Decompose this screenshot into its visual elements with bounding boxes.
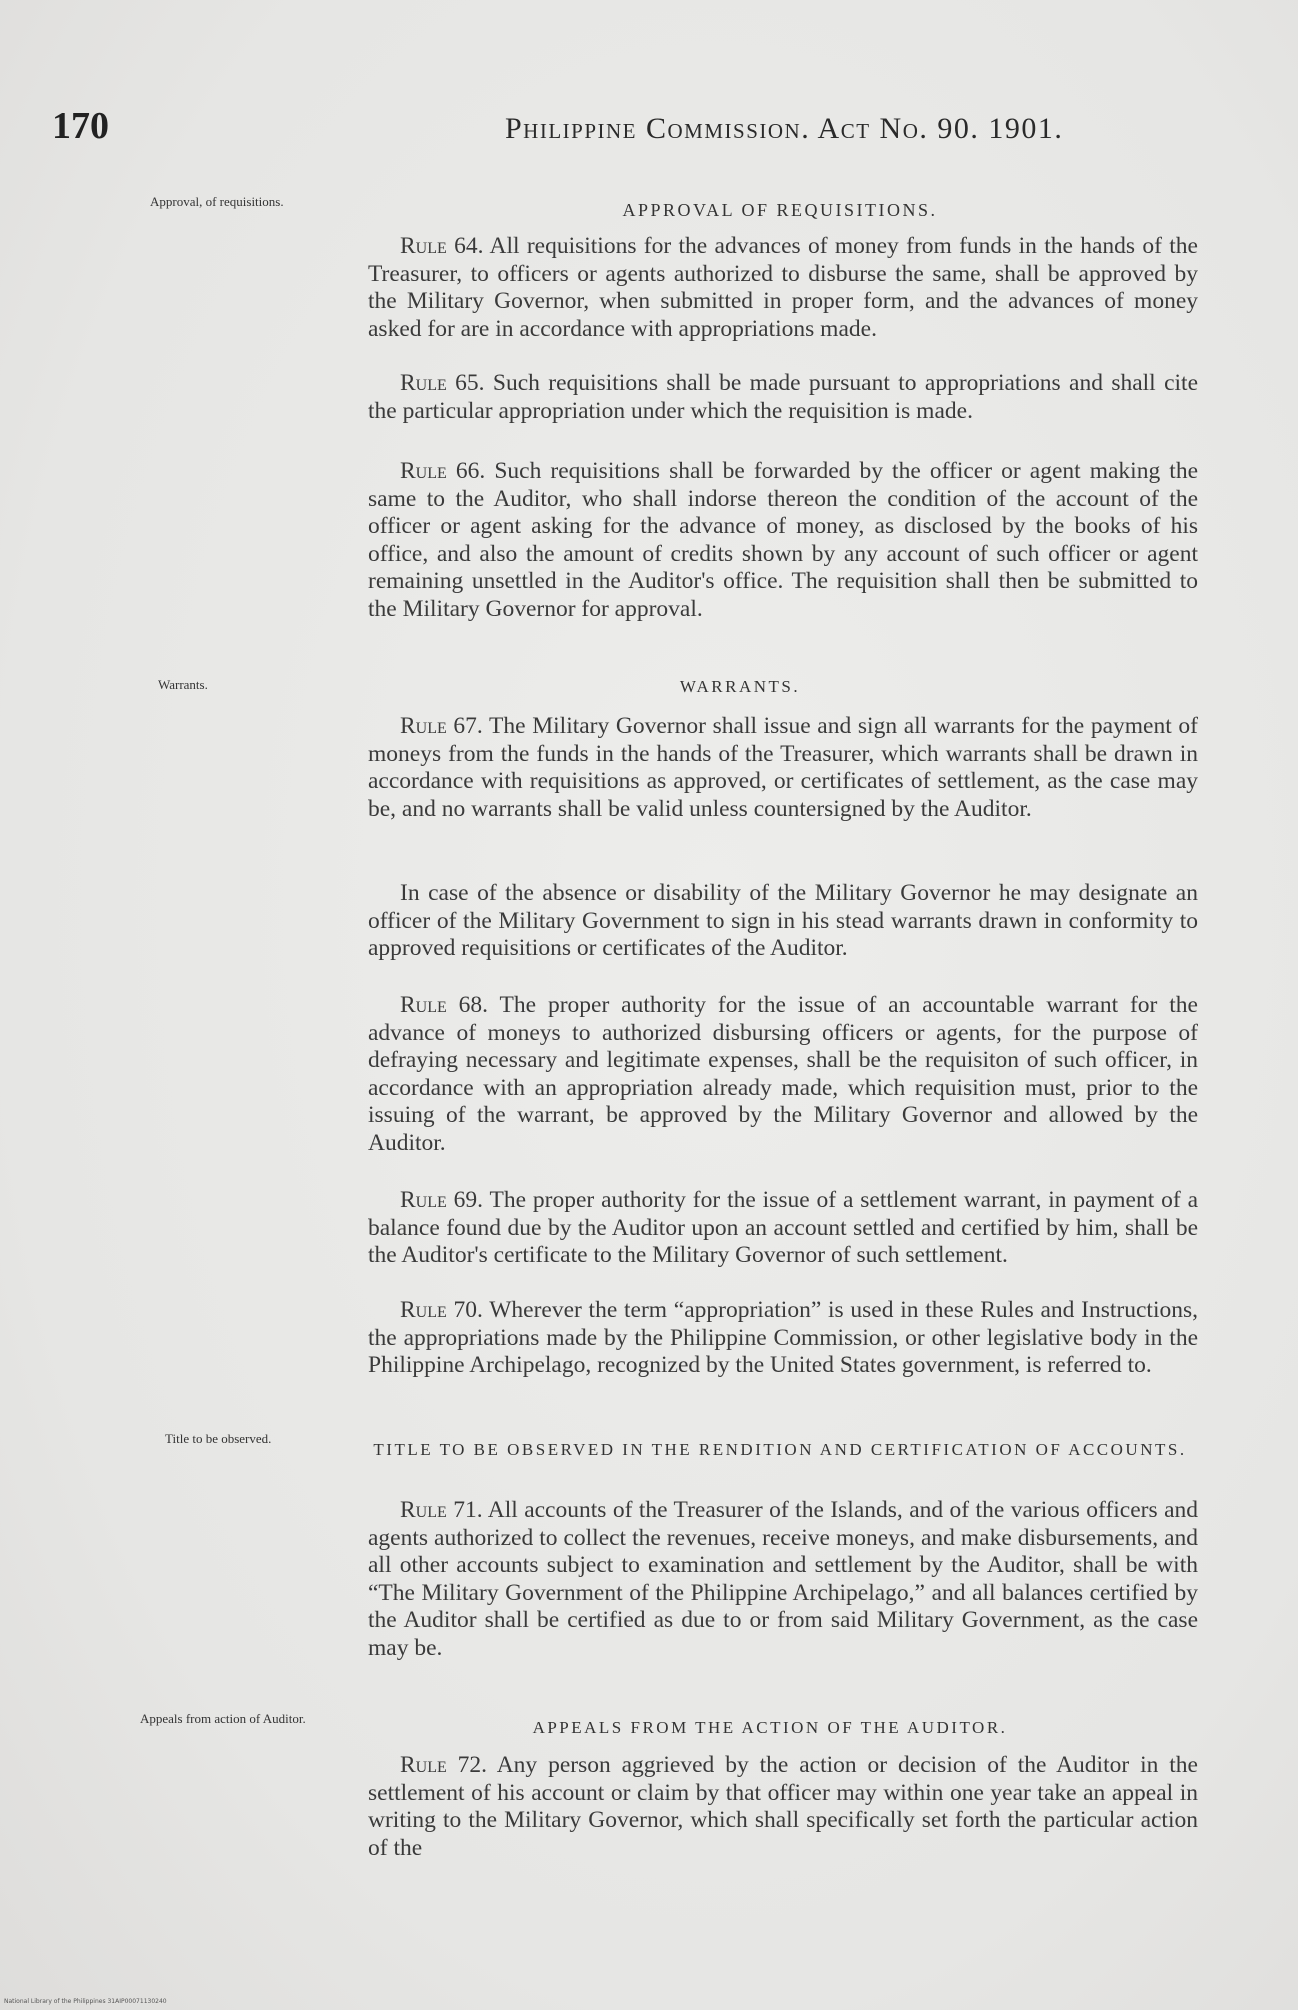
rule-70-text: Wherever the term “appropriation” is used in these Rules and Instructions, the appropriations made by the Philippine Commission, or other legislative body in the Philippine Archipelago, recognized by the United States government, is referred to. xyxy=(368,1297,1198,1379)
library-footer-tag: National Library of the Philippines 31AIP00071130240 xyxy=(4,1998,167,2005)
rule-70-label: Rule 70. xyxy=(400,1297,483,1323)
rule-67 xyxy=(368,713,1198,823)
rule-65-label: Rule 65. xyxy=(400,370,485,396)
rule-64-text: All requisitions for the advances of money from funds in the hands of the Treasurer, to officers or agents authorized to disburse the same, shall be approved by the Military Governor, when submitted in proper form, and the advances of money asked for are in accordance with appropriations made. xyxy=(368,233,1198,342)
rule-66-label: Rule 66. xyxy=(400,458,486,484)
rule-71-label: Rule 71. xyxy=(400,1497,483,1523)
heading-warrants: WARRANTS. xyxy=(679,677,801,696)
margin-note-warrants: Warrants. xyxy=(158,677,208,692)
running-head: Philippine Commission. Act No. 90. 1901. xyxy=(505,112,1064,145)
margin-note-approval: Approval, of requisitions. xyxy=(150,194,284,209)
rule-67-label: Rule 67. xyxy=(400,713,483,739)
heading-title: TITLE TO BE OBSERVED IN THE RENDITION AND CERTIFICATION OF ACCOUNTS. xyxy=(373,1440,1187,1459)
rule-64 xyxy=(368,233,1198,343)
rule-64-label: Rule 64. xyxy=(400,233,484,259)
rule-70 xyxy=(368,1297,1198,1380)
rule-69-text: The proper authority for the issue of a settlement warrant, in payment of a balance found due by the Auditor upon an account settled and certified by him, shall be the Auditor's certificate to the Military Governor of such settlement. xyxy=(368,1187,1199,1269)
rule-69-label: Rule 69. xyxy=(400,1187,484,1213)
rule-68 xyxy=(368,992,1198,1158)
rule-66 xyxy=(368,458,1198,624)
heading-appeals: APPEALS FROM THE ACTION OF THE AUDITOR. xyxy=(532,1718,1008,1737)
margin-note-title: Title to be observed. xyxy=(165,1431,272,1446)
margin-note-appeals: Appeals from action of Auditor. xyxy=(140,1711,306,1726)
rule-68-text: The proper authority for the issue of an accountable warrant for the advance of moneys to authorized disbursing officers or agents, for the purpose of defraying necessary and legitimate expenses, shall be the requisiton of such officer, in accordance with an appropriation already made, which requisition must, prior to the issuing of the warrant, be approved by the Military Governor and allowed by the Auditor. xyxy=(368,992,1198,1156)
rule-71-text: All accounts of the Treasurer of the Islands, and of the various officers and agents authorized to collect the revenues, receive moneys, and make disbursements, and all other accounts subject to examination and settlement by the Auditor, shall be with “The Military Government of the Philippine Archipelago,” and all balances certified by the Auditor shall be certified as due to or from said Military Government, as the case may be. xyxy=(368,1497,1198,1661)
rule-69 xyxy=(368,1187,1198,1270)
rule-68-label: Rule 68. xyxy=(400,992,489,1018)
rule-66-text: Such requisitions shall be forwarded by the officer or agent making the same to the Auditor, who shall indorse thereon the condition of the account of the officer or agent asking for the advance of money, as disclosed by the books of his office, and also the amount of credits shown by any account of such officer or agent remaining unsettled in the Auditor's office. The requisition shall then be submitted to the Military Governor for approval. xyxy=(368,458,1198,622)
rule-71 xyxy=(368,1497,1198,1663)
rule-72 xyxy=(368,1752,1198,1862)
page-number: 170 xyxy=(52,105,109,147)
rule-65-text: Such requisitions shall be made pursuant to appropriations and shall cite the particular appropriation under which the requisition is made. xyxy=(368,370,1199,424)
heading-approval: APPROVAL OF REQUISITIONS. xyxy=(622,200,938,220)
rule-67b-text: In case of the absence or disability of the Military Governor he may designate an officer of the Military Government to sign in his stead warrants drawn in conformity to approved requisitions or certificates of the Auditor. xyxy=(368,880,1198,962)
rule-67-text: The Military Governor shall issue and sign all warrants for the payment of moneys from the funds in the hands of the Treasurer, which warrants shall be drawn in accordance with requisitions as approved, or certificates of settlement, as the case may be, and no warrants shall be valid unless countersigned by the Auditor. xyxy=(368,713,1198,822)
rule-72-label: Rule 72. xyxy=(400,1752,488,1778)
rule-72-text: Any person aggrieved by the action or decision of the Auditor in the settlement of his account or claim by that officer may within one year take an appeal in writing to the Military Governor, which shall specifically set forth the particular action of the xyxy=(368,1752,1198,1861)
rule-67-continued xyxy=(368,880,1198,963)
rule-65 xyxy=(368,370,1198,425)
